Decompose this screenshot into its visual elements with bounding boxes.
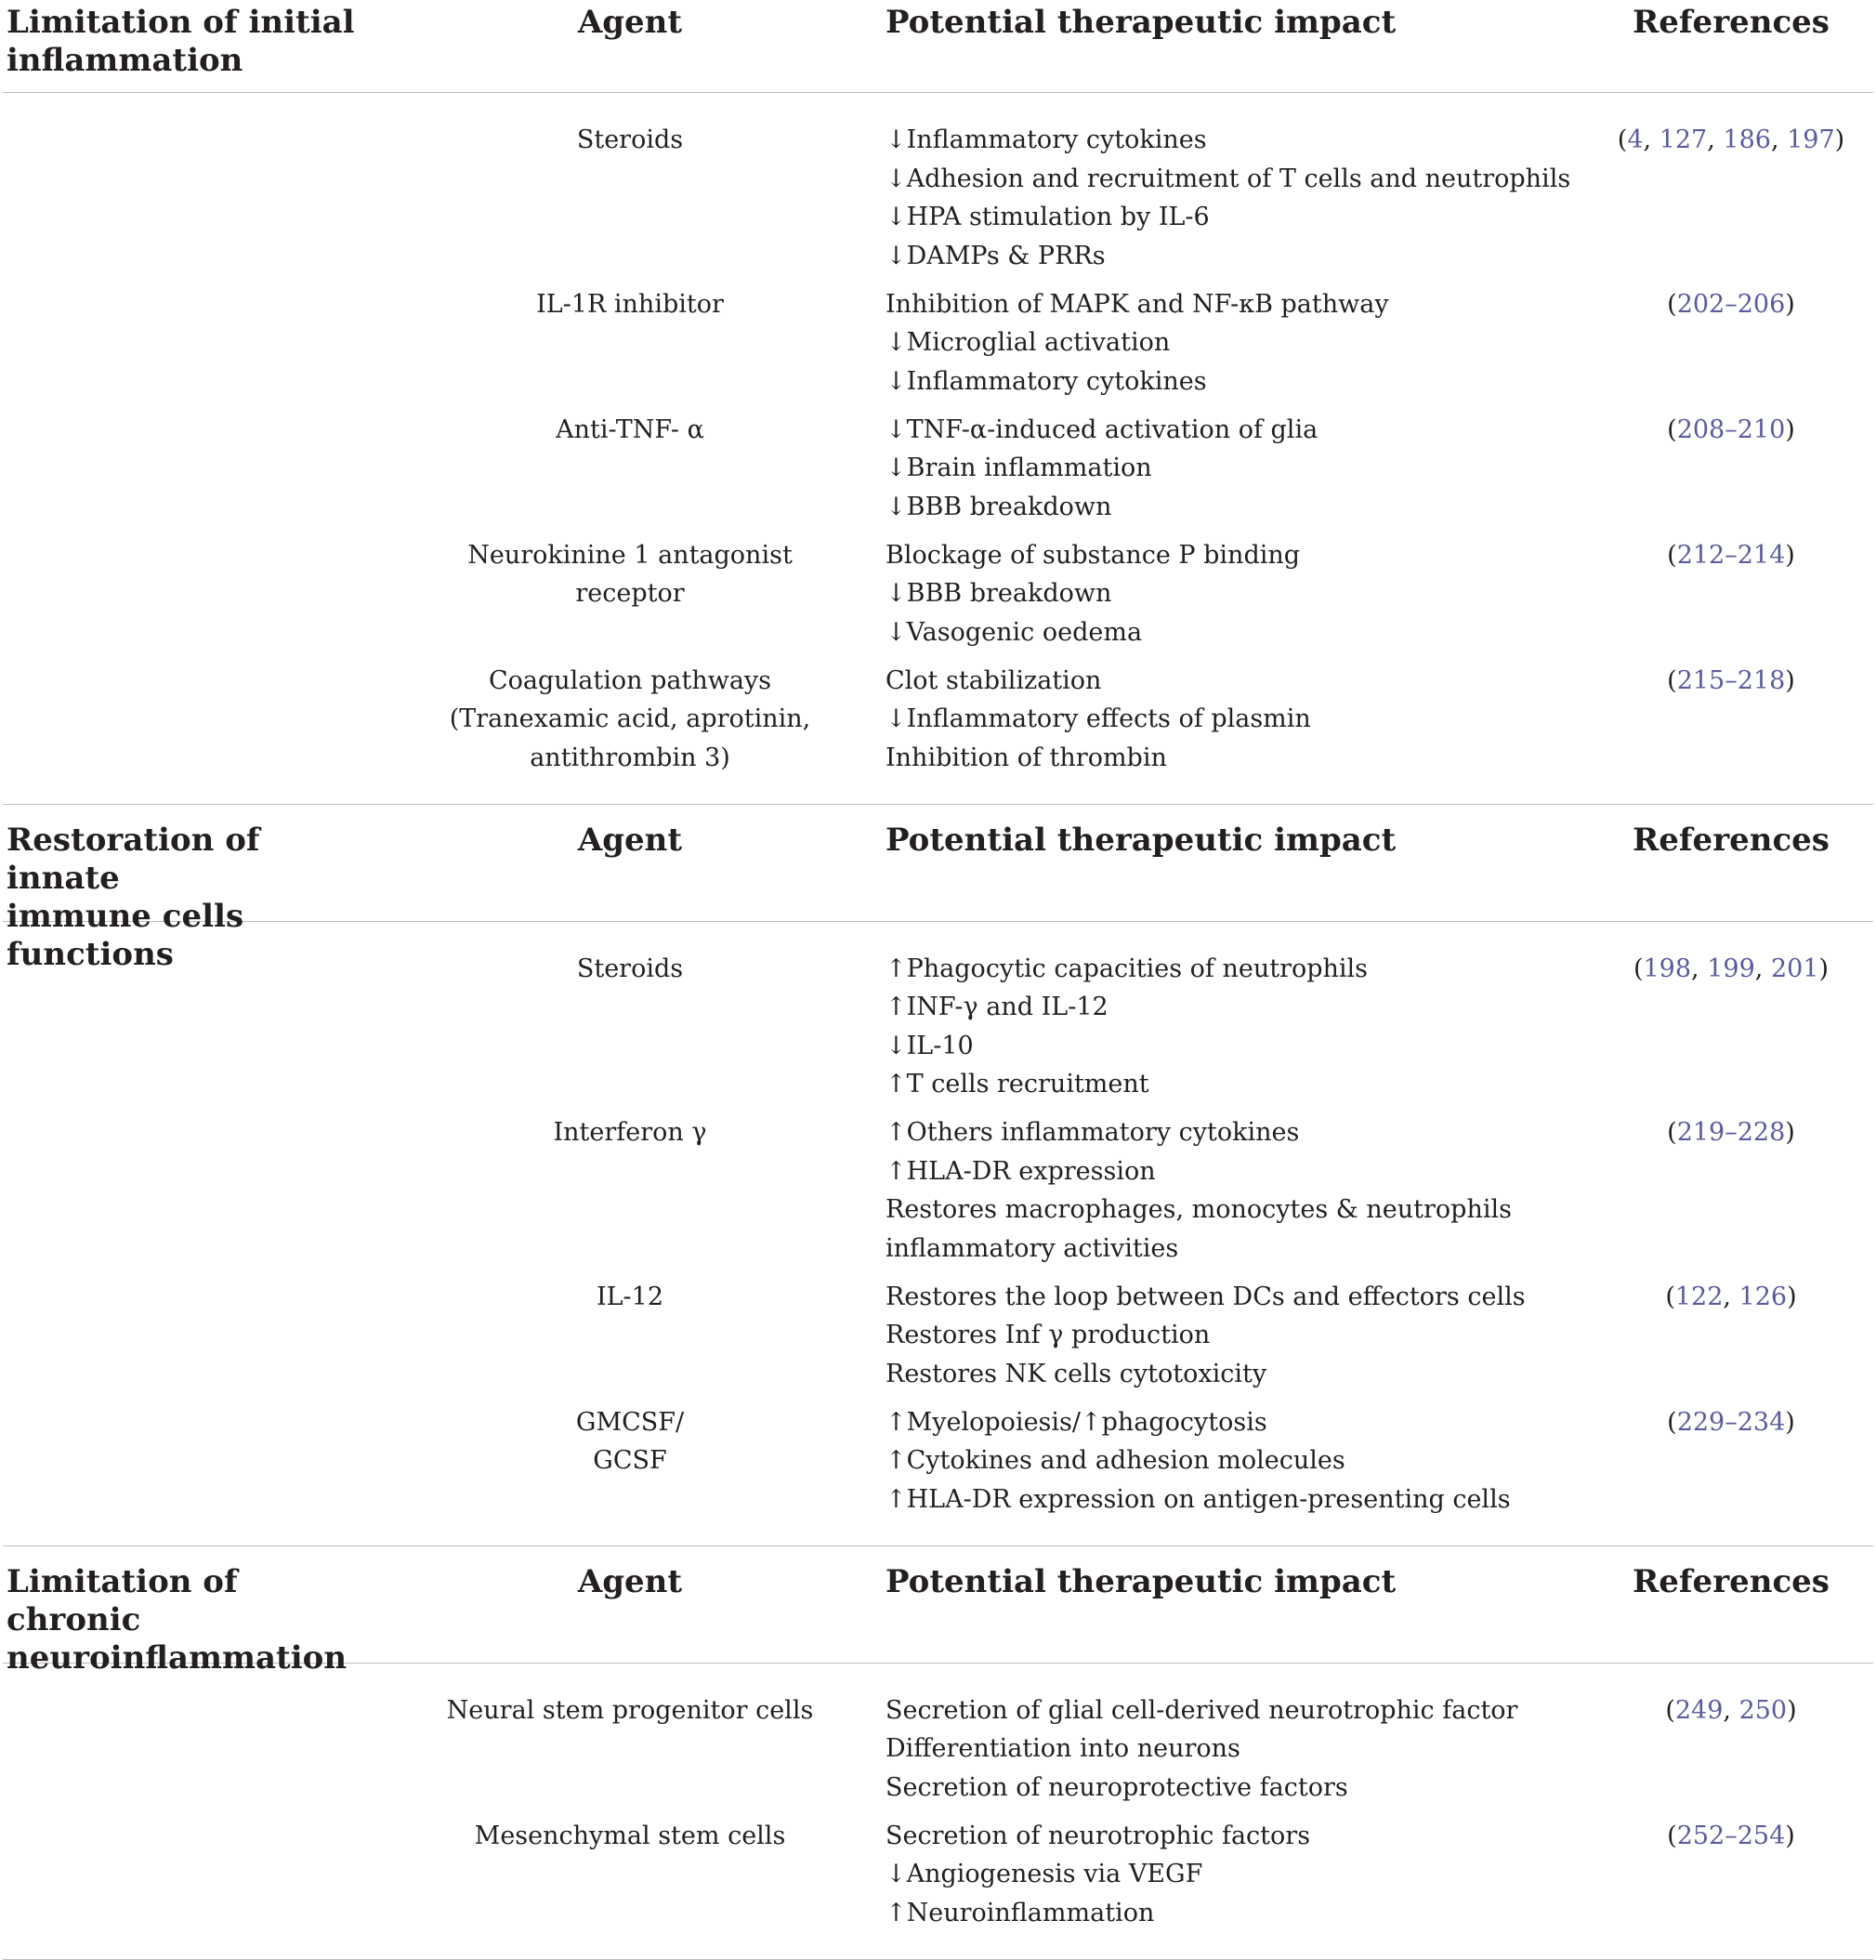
agent-cell: IL-12 (596, 1282, 664, 1311)
reference-punctuation: ) (1785, 289, 1795, 319)
reference-punctuation: ) (1818, 954, 1830, 983)
impact-line: Secretion of neuroprotective factors (886, 1772, 1348, 1802)
impact-line: ↓DAMPs & PRRs (886, 241, 1106, 270)
reference-link[interactable]: 198 (1643, 954, 1692, 983)
impact-line: Restores NK cells cytotoxicity (886, 1359, 1267, 1388)
reference-punctuation: ) (1785, 540, 1795, 570)
impact-cell (886, 1817, 1592, 1933)
impact-cell (886, 950, 1592, 1104)
reference-link[interactable]: 202–206 (1676, 289, 1786, 319)
impact-line: ↑T cells recruitment (886, 1070, 1149, 1098)
column-header-impact: Potential therapeutic impact (886, 821, 1397, 859)
reference-punctuation: , (1723, 1282, 1739, 1311)
column-header-impact: Potential therapeutic impact (886, 1562, 1397, 1600)
impact-cell (886, 411, 1592, 527)
impact-line: ↑Phagocytic capacities of neutrophils (886, 954, 1369, 983)
reference-punctuation: ) (1787, 1282, 1797, 1311)
empty-cell (3, 285, 374, 401)
section-body (3, 1664, 1873, 1960)
section-title: Limitation of chronic neuroinflammation (7, 1562, 348, 1677)
table-row (3, 1113, 1873, 1268)
agent-cell: IL-1R inhibitor (536, 289, 724, 319)
reference-punctuation: ( (1667, 1118, 1677, 1147)
reference-link[interactable]: 252–254 (1676, 1821, 1786, 1850)
impact-line: ↓Inflammatory cytokines (886, 125, 1207, 154)
impact-cell (886, 662, 1592, 778)
impact-line: ↑HLA-DR expression (886, 1156, 1156, 1186)
agent-cell: Neurokinine 1 antagonist receptor (467, 540, 793, 608)
table-section (3, 1546, 1873, 1960)
reference-punctuation: ( (1665, 1695, 1675, 1725)
impact-line: Inhibition of thrombin (886, 743, 1167, 772)
impact-line: Clot stabilization (886, 665, 1102, 695)
empty-cell (3, 950, 374, 1104)
table-row (3, 1278, 1873, 1394)
impact-line: Differentiation into neurons (886, 1734, 1240, 1763)
table-row (3, 121, 1873, 275)
reference-punctuation: ( (1667, 289, 1677, 319)
reference-link[interactable]: 199 (1707, 954, 1755, 983)
impact-line: ↓HPA stimulation by IL-6 (886, 203, 1210, 231)
reference-link[interactable]: 4 (1627, 125, 1644, 154)
section-body (3, 922, 1873, 1546)
reference-punctuation: , (1707, 125, 1724, 154)
reference-link[interactable]: 126 (1738, 1282, 1788, 1311)
reference-link[interactable]: 229–234 (1676, 1407, 1786, 1437)
reference-link[interactable]: 186 (1723, 125, 1771, 154)
agent-cell: Coagulation pathways (Tranexamic acid, aprotinin, antithrombin 3) (449, 665, 811, 772)
reference-punctuation: ) (1785, 1118, 1795, 1147)
impact-line: Secretion of glial cell-derived neurotrophic factor (886, 1695, 1518, 1725)
impact-line: Secretion of neurotrophic factors (886, 1821, 1311, 1850)
reference-punctuation: ( (1667, 1407, 1677, 1437)
section-title: Restoration of innate immune cells functions (7, 821, 260, 973)
agent-cell: Interferon γ (553, 1118, 707, 1147)
table-section (3, 0, 1873, 805)
references-cell (1592, 1113, 1870, 1268)
reference-punctuation: ) (1785, 665, 1795, 695)
references-cell (1592, 121, 1870, 275)
empty-cell (3, 1278, 374, 1394)
impact-cell (886, 536, 1592, 652)
impact-cell (886, 1403, 1592, 1519)
references-cell (1592, 1691, 1870, 1808)
empty-cell (3, 411, 374, 527)
impact-line: ↑INF-γ and IL-12 (886, 993, 1109, 1021)
table-row (3, 1403, 1873, 1519)
reference-link[interactable]: 208–210 (1676, 414, 1786, 444)
references-cell (1592, 662, 1870, 778)
reference-punctuation: , (1643, 125, 1660, 154)
impact-line: ↓Brain inflammation (886, 454, 1152, 482)
impact-cell (886, 1278, 1592, 1394)
references-cell (1592, 536, 1870, 652)
impact-cell (886, 285, 1592, 401)
impact-line: inflammatory activities (886, 1233, 1179, 1263)
impact-cell (886, 1113, 1592, 1268)
impact-line: ↓IL-10 (886, 1031, 974, 1060)
reference-punctuation: ) (1787, 1695, 1797, 1725)
table-row (3, 1691, 1873, 1808)
agent-cell: GMCSF/ GCSF (575, 1407, 685, 1475)
impact-cell (886, 121, 1592, 275)
column-header-references: References (1633, 4, 1830, 41)
impact-line: ↑Cytokines and adhesion molecules (886, 1446, 1345, 1475)
references-cell (1592, 1403, 1870, 1519)
reference-punctuation: ) (1834, 125, 1845, 154)
reference-link[interactable]: 249 (1674, 1695, 1724, 1725)
column-header-agent: Agent (577, 4, 683, 41)
table-row (3, 950, 1873, 1104)
references-cell (1592, 285, 1870, 401)
references-cell (1592, 1278, 1870, 1394)
reference-punctuation: ( (1633, 954, 1644, 983)
column-header-agent: Agent (577, 1562, 683, 1600)
reference-punctuation: ( (1667, 540, 1677, 570)
reference-punctuation: , (1754, 954, 1771, 983)
reference-punctuation: ) (1785, 414, 1795, 444)
references-cell (1592, 950, 1870, 1104)
reference-punctuation: , (1691, 954, 1708, 983)
impact-line: ↑Myelopoiesis/↑phagocytosis (886, 1407, 1267, 1437)
impact-line: ↓BBB breakdown (886, 579, 1112, 608)
impact-line: ↓Angiogenesis via VEGF (886, 1860, 1203, 1888)
reference-link[interactable]: 212–214 (1676, 540, 1786, 570)
impact-line: ↓TNF-α-induced activation of glia (886, 414, 1318, 444)
impact-line: ↑Neuroinflammation (886, 1898, 1155, 1927)
reference-link[interactable]: 197 (1787, 125, 1835, 154)
table-row (3, 285, 1873, 401)
impact-line: ↓Microglial activation (886, 328, 1171, 357)
table-row (3, 662, 1873, 778)
section-header-row (3, 0, 1873, 93)
references-cell (1592, 1817, 1870, 1933)
reference-link[interactable]: 215–218 (1676, 665, 1786, 695)
impact-line: Restores macrophages, monocytes & neutrophils (886, 1195, 1512, 1224)
impact-line: ↑Others inflammatory cytokines (886, 1118, 1300, 1147)
empty-cell (3, 536, 374, 652)
impact-line: ↓Vasogenic oedema (886, 617, 1143, 647)
agent-cell: Mesenchymal stem cells (474, 1821, 786, 1850)
reference-link[interactable]: 122 (1674, 1282, 1724, 1311)
reference-punctuation: ( (1665, 1282, 1675, 1311)
impact-line: Restores the loop between DCs and effectors cells (886, 1282, 1526, 1311)
column-header-references: References (1633, 821, 1830, 859)
impact-line: ↓BBB breakdown (886, 492, 1112, 521)
impact-line: ↓Inflammatory cytokines (886, 366, 1207, 396)
empty-cell (3, 121, 374, 275)
reference-link[interactable]: 127 (1659, 125, 1708, 154)
reference-punctuation: , (1770, 125, 1788, 154)
impact-line: ↓Adhesion and recruitment of T cells and neutrophils (886, 164, 1571, 193)
reference-link[interactable]: 201 (1770, 954, 1819, 983)
reference-punctuation: ( (1667, 665, 1677, 695)
reference-punctuation: ) (1785, 1407, 1795, 1437)
section-header-row (3, 1546, 1873, 1677)
empty-cell (3, 1817, 374, 1933)
table-row (3, 536, 1873, 652)
table-section (3, 805, 1873, 1546)
empty-cell (3, 1403, 374, 1519)
references-cell (1592, 411, 1870, 527)
reference-punctuation: ( (1617, 125, 1628, 154)
impact-line: ↓Inflammatory effects of plasmin (886, 704, 1311, 733)
impact-line: ↑HLA-DR expression on antigen-presenting cells (886, 1484, 1511, 1514)
empty-cell (3, 1691, 374, 1808)
impact-line: Restores Inf γ production (886, 1321, 1211, 1349)
empty-cell (3, 662, 374, 778)
reference-punctuation: ( (1667, 414, 1677, 444)
reference-link[interactable]: 219–228 (1676, 1118, 1786, 1147)
impact-cell (886, 1691, 1592, 1808)
table-row (3, 411, 1873, 527)
column-header-impact: Potential therapeutic impact (886, 4, 1397, 41)
column-header-references: References (1633, 1562, 1830, 1600)
agent-cell: Anti-TNF- α (556, 414, 704, 444)
reference-punctuation: , (1723, 1695, 1739, 1725)
empty-cell (3, 1113, 374, 1268)
reference-punctuation: ( (1667, 1821, 1677, 1850)
agent-cell: Neural stem progenitor cells (446, 1695, 814, 1725)
column-header-agent: Agent (577, 821, 683, 859)
table-row (3, 1817, 1873, 1933)
impact-line: Inhibition of MAPK and NF-κB pathway (886, 289, 1389, 319)
reference-punctuation: ) (1785, 1821, 1795, 1850)
agent-cell: Steroids (576, 125, 684, 154)
impact-line: Blockage of substance P binding (886, 540, 1301, 570)
section-body (3, 93, 1873, 805)
section-title: Limitation of initial inflammation (7, 4, 355, 79)
agent-cell: Steroids (576, 954, 684, 983)
reference-link[interactable]: 250 (1738, 1695, 1788, 1725)
